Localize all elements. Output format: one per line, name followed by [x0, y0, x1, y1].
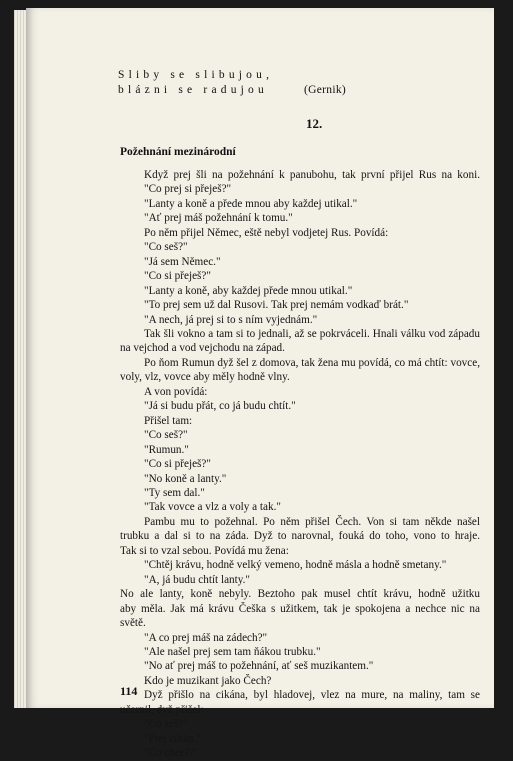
chapter-number: 12.: [306, 116, 323, 131]
text-line: "Rumun.": [144, 443, 189, 456]
text-line: "Co si přeješ?": [144, 458, 211, 471]
text-line: Kdo je muzikant jako Čech?: [144, 674, 272, 687]
text-line: "Tak vovce a vlz a voly a tak.": [144, 501, 281, 514]
text-line: "Chtěj krávu, hodně velký vemeno, hodně másla a hodně smetany.": [144, 559, 447, 572]
text-line: "Lanty a koně, aby každej přede mnou utikal.": [144, 284, 353, 297]
text-line: trubku a dal si to na záda. Dyž to narovnal, fouká do toho, vono to hraje.: [120, 530, 480, 543]
text-line: "No ať prej máš to požehnání, ať seš muzikantem.": [144, 660, 374, 673]
text-line: Tak šli vokno a tam si to jednali, až se pokrváceli. Hnali válku vod západu: [144, 327, 480, 340]
epigraph-line-2: blázni se radujou: [118, 84, 268, 96]
text-line: Pambu mu to požehnal. Po něm přišel Čech. Von si tam někde našel: [144, 515, 480, 528]
text-line: "Co seš?": [144, 429, 188, 442]
text-line: učernil, dyž přišel:: [120, 703, 204, 716]
epigraph-source: (Gernik): [304, 84, 346, 96]
text-line: "Já si budu přát, co já budu chtít.": [144, 400, 296, 413]
section-title: Požehnání mezinárodní: [120, 146, 236, 158]
text-line: "Co prej si přeješ?": [144, 183, 232, 196]
text-line: "Prej cikán.": [144, 732, 201, 745]
text-line: "Co si přeješ?": [144, 270, 211, 283]
text-line: aby měla. Jak má krávu Češka s užitkem, tak je spokojena a nechce nic na: [120, 602, 480, 615]
text-line: Dyž přišlo na cikána, byl hladovej, vlez na mure, na maliny, tam se: [144, 689, 480, 702]
text-line: "Ty sem dal.": [144, 486, 205, 499]
text-line: "Ale našel prej sem tam ňákou trubku.": [144, 645, 321, 658]
text-line: Po ňom Rumun dyž šel z domova, tak žena mu povídá, co má chtít: vovce,: [144, 356, 480, 369]
text-line: voly, vlz, vovce aby měly hodně vlny.: [120, 371, 290, 384]
text-line: Po něm přijel Němec, eště nebyl vodjetej Rus. Povídá:: [144, 226, 389, 239]
text-line: Tak si to vzal sebou. Povídá mu žena:: [120, 544, 289, 557]
page-number: 114: [120, 684, 138, 698]
text-line: "A, já budu chtít lanty.": [144, 573, 250, 586]
text-line: Když prej šli na požehnání k panubohu, tak první přijel Rus na koni.: [144, 169, 480, 181]
text-line: "Já sem Němec.": [144, 255, 221, 268]
text-line: "Co chceš?": [144, 747, 199, 760]
text-line: na vejchod a vod vejchodu na západ.: [120, 342, 285, 355]
epigraph: [118, 68, 346, 98]
text-line: světě.: [120, 617, 146, 630]
text-line: No ale lanty, koně nebyly. Beztoho pak musel chtít krávu, hodně užitku: [120, 588, 480, 601]
book-page: [26, 8, 494, 760]
text-line: Přišel tam:: [144, 414, 193, 427]
text-line: "Lanty a koně a přede mnou aby každej utikal.": [144, 197, 358, 210]
text-line: "A nech, já prej si to s ním vyjednám.": [144, 313, 318, 326]
text-line: A von povídá:: [144, 385, 208, 398]
text-line: "A co prej máš na zádech?": [144, 631, 268, 644]
text-line: "Co seš?": [144, 241, 188, 254]
text-line: "To prej sem už dal Rusovi. Tak prej nemám vodkaď brát.": [144, 299, 409, 312]
text-line: "Co seš?": [144, 718, 188, 731]
text-line: "No koně a lanty.": [144, 472, 227, 485]
epigraph-line-1: Sliby se slibujou,: [118, 69, 274, 81]
story-text: [120, 168, 480, 761]
text-line: "Ať prej máš požehnání k tomu.": [144, 212, 293, 225]
